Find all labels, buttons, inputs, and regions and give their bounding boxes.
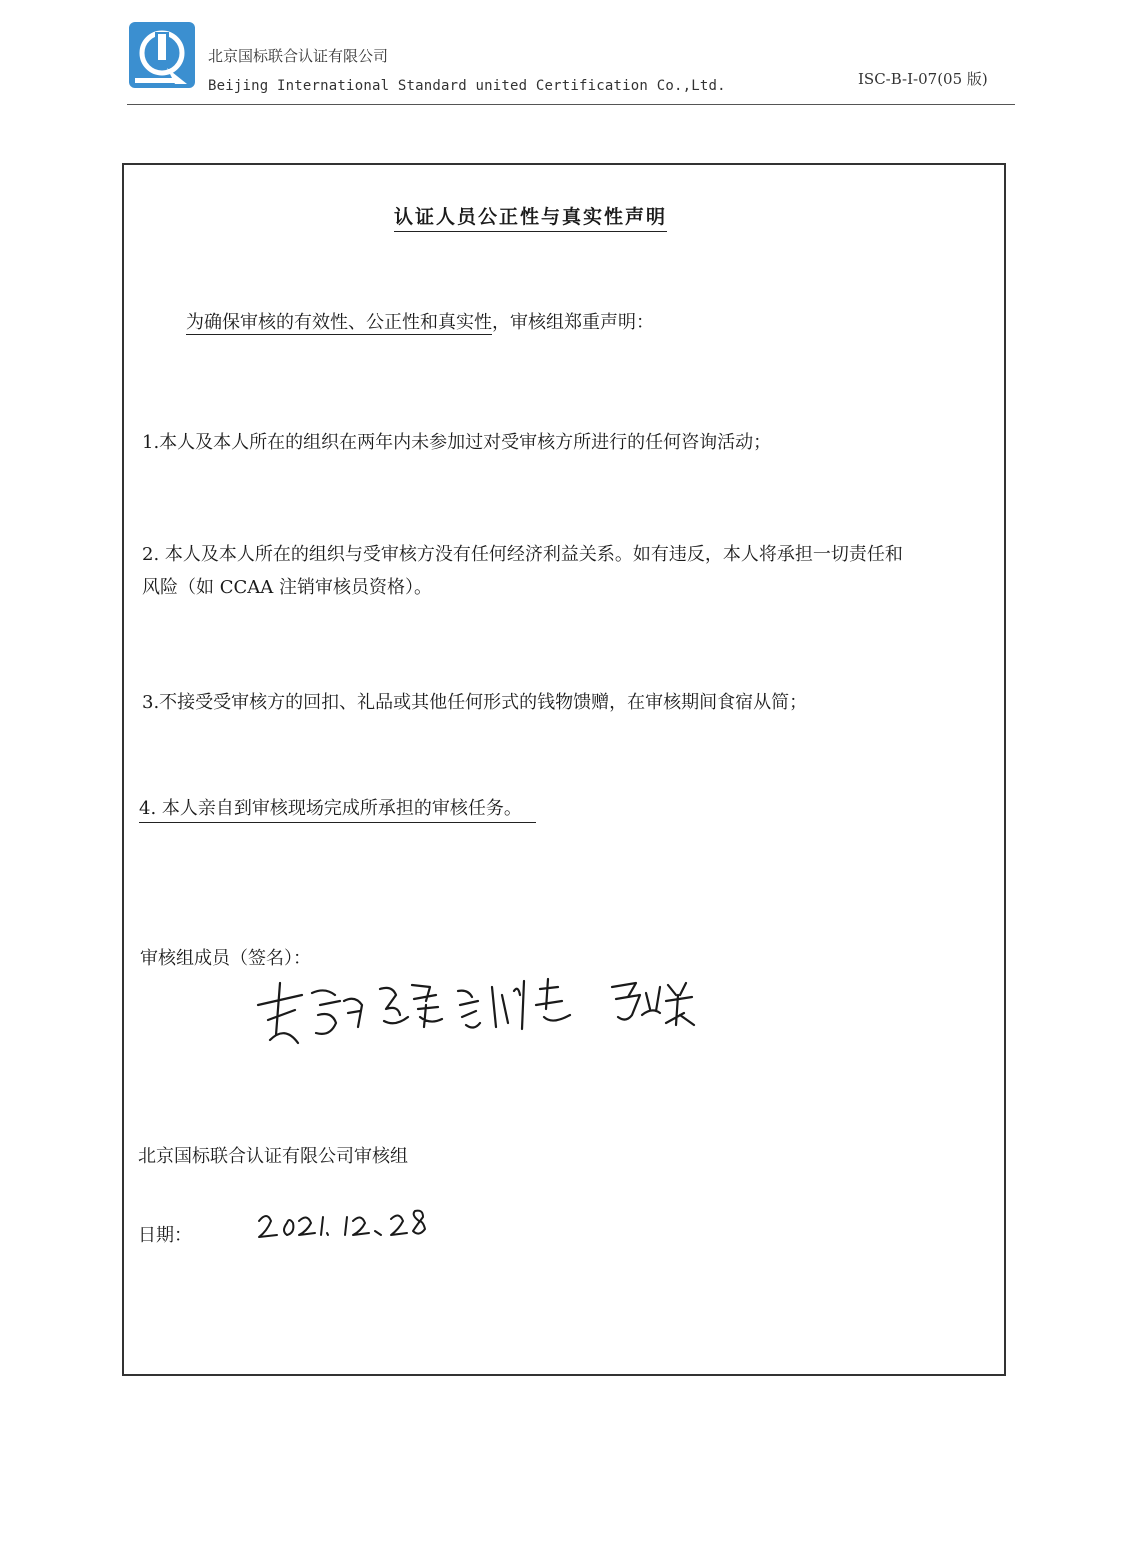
signers-label: 审核组成员（签名）：: [140, 948, 311, 969]
declaration-item-4: 4. 本人亲自到审核现场完成所承担的审核任务。: [139, 794, 536, 823]
company-logo-icon: [127, 20, 197, 90]
declaration-frame: [122, 163, 1006, 1376]
date-label: 日期：: [138, 1225, 192, 1246]
document-code: ISC-B-I-07(05 版): [858, 70, 988, 88]
document-title: 认证人员公正性与真实性声明: [394, 202, 667, 232]
declaration-item-2-line-2: 风险（如 CCAA 注销审核员资格）。: [142, 577, 432, 598]
intro-underlined: 为确保审核的有效性、公正性和真实性: [186, 312, 492, 333]
company-name-cn: 北京国标联合认证有限公司: [208, 47, 389, 65]
declaration-item-3: 3.不接受受审核方的回扣、礼品或其他任何形式的钱物馈赠，在审核期间食宿从简；: [142, 692, 808, 713]
page-header: [0, 0, 1133, 110]
declaration-item-1: 1.本人及本人所在的组织在两年内未参加过对受审核方所进行的任何咨询活动；: [142, 432, 772, 453]
handwritten-signatures: [240, 965, 710, 1055]
intro-rest: ，审核组郑重声明：: [492, 312, 654, 333]
intro-statement: [186, 308, 654, 334]
handwritten-date: [255, 1205, 435, 1245]
company-name-en: Beijing International Standard united Certification Co.,Ltd.: [208, 78, 726, 94]
declaration-item-2-line-1: 2. 本人及本人所在的组织与受审核方没有任何经济利益关系。如有违反，本人将承担一切责任和: [142, 544, 903, 565]
organization-name: 北京国标联合认证有限公司审核组: [138, 1146, 408, 1167]
header-divider: [127, 104, 1015, 105]
